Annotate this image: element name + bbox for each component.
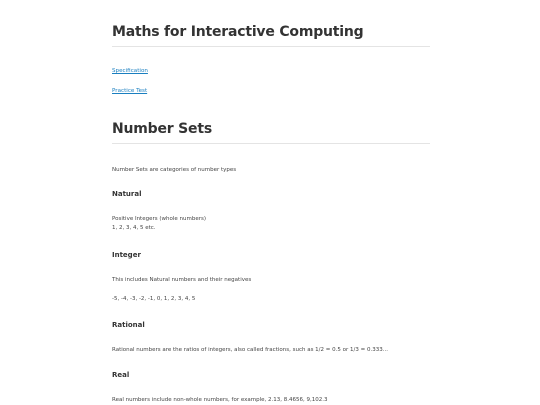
page-title: Maths for Interactive Computing [112, 24, 364, 40]
section-intro: Number Sets are categories of number types [112, 167, 237, 173]
natural-heading: Natural [112, 190, 142, 198]
natural-examples: 1, 2, 3, 4, 5 etc. [112, 225, 156, 231]
specification-link[interactable]: Specification [112, 68, 148, 74]
real-heading: Real [112, 371, 130, 379]
natural-description: Positive Integers (whole numbers) [112, 216, 206, 222]
integer-examples: -5, -4, -3, -2, -1, 0, 1, 2, 3, 4, 5 [112, 296, 196, 302]
practice-test-link[interactable]: Practice Test [112, 88, 148, 94]
real-description: Real numbers include non-whole numbers, for example, 2.13, 8.4656, 9,102.3 [112, 397, 328, 403]
rational-description: Rational numbers are the ratios of integers, also called fractions, such as 1/2 = 0.5 or 1/3 = 0.333... [112, 347, 388, 353]
section-title: Number Sets [112, 121, 212, 137]
title-divider [112, 46, 430, 47]
rational-heading: Rational [112, 321, 145, 329]
integer-heading: Integer [112, 251, 141, 259]
section-divider [112, 143, 430, 144]
integer-description: This includes Natural numbers and their negatives [112, 277, 252, 283]
